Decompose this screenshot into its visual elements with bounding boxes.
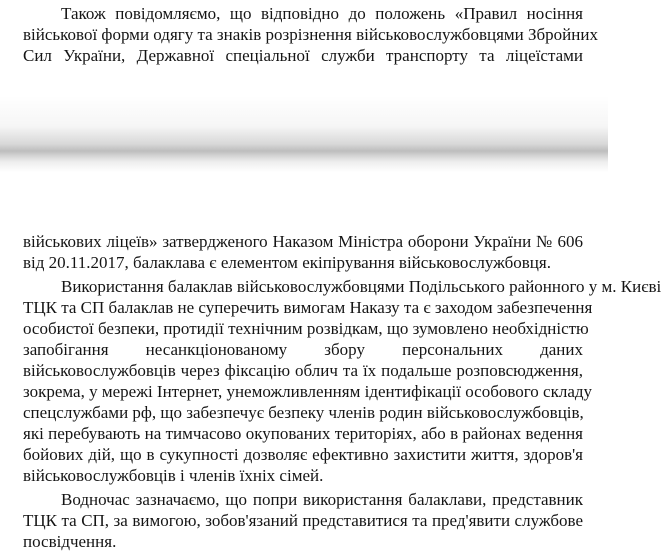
text-line-3: Сил України, Державної спеціальної служби транспорту та ліцеїстами (23, 46, 583, 65)
text-line-9: запобігання несанкціонованому збору персональних даних (23, 340, 583, 359)
text-line-15: військовослужбовців і членів їхніх сімей. (23, 466, 324, 485)
text-line-17: ТЦК та СП, за вимогою, зобов'язаний представитися та пред'явити службове (23, 511, 583, 530)
text-line-2: військової форми одягу та знаків розрізнення військовослужбовцями Збройних (23, 25, 598, 44)
text-line-11: зокрема, у мережі Інтернет, унеможливленням ідентифікації особового складу (23, 382, 593, 401)
text-line-13: які перебувають на тимчасово окупованих територіях, або в районах ведення (23, 424, 583, 443)
text-line-12: спецслужбами рф, що забезпечує безпеку членів родин військовослужбовців, (23, 403, 584, 422)
page-break-shadow (0, 96, 608, 213)
text-line-4: військових ліцеїв» затвердженого Наказом Міністра оборони України № 606 (23, 232, 583, 251)
text-line-1: Також повідомляємо, що відповідно до положень «Правил носіння (61, 4, 583, 23)
bottom-page-fragment (0, 213, 661, 551)
text-line-8: особистої безпеки, протидії технічним розвідкам, що зумовлено необхідністю (23, 319, 589, 338)
text-line-18: посвідчення. (23, 532, 117, 551)
text-line-5: від 20.11.2017, балаклава є елементом екіпірування військовослужбовця. (23, 253, 551, 272)
top-page-fragment (0, 0, 608, 96)
text-line-16: Водночас зазначаємо, що попри використання балаклави, представник (61, 490, 583, 509)
text-line-14: бойових дій, що в сукупності дозволяє ефективно захистити життя, здоров'я (23, 445, 583, 464)
text-line-10: військовослужбовців через фіксацію облич та їх подальше розповсюдження, (23, 361, 583, 380)
text-line-7: ТЦК та СП балаклав не суперечить вимогам Наказу та є заходом забезпечення (23, 298, 593, 317)
text-line-6: Використання балаклав військовослужбовцями Подільського районного у м. Києві (61, 277, 661, 296)
